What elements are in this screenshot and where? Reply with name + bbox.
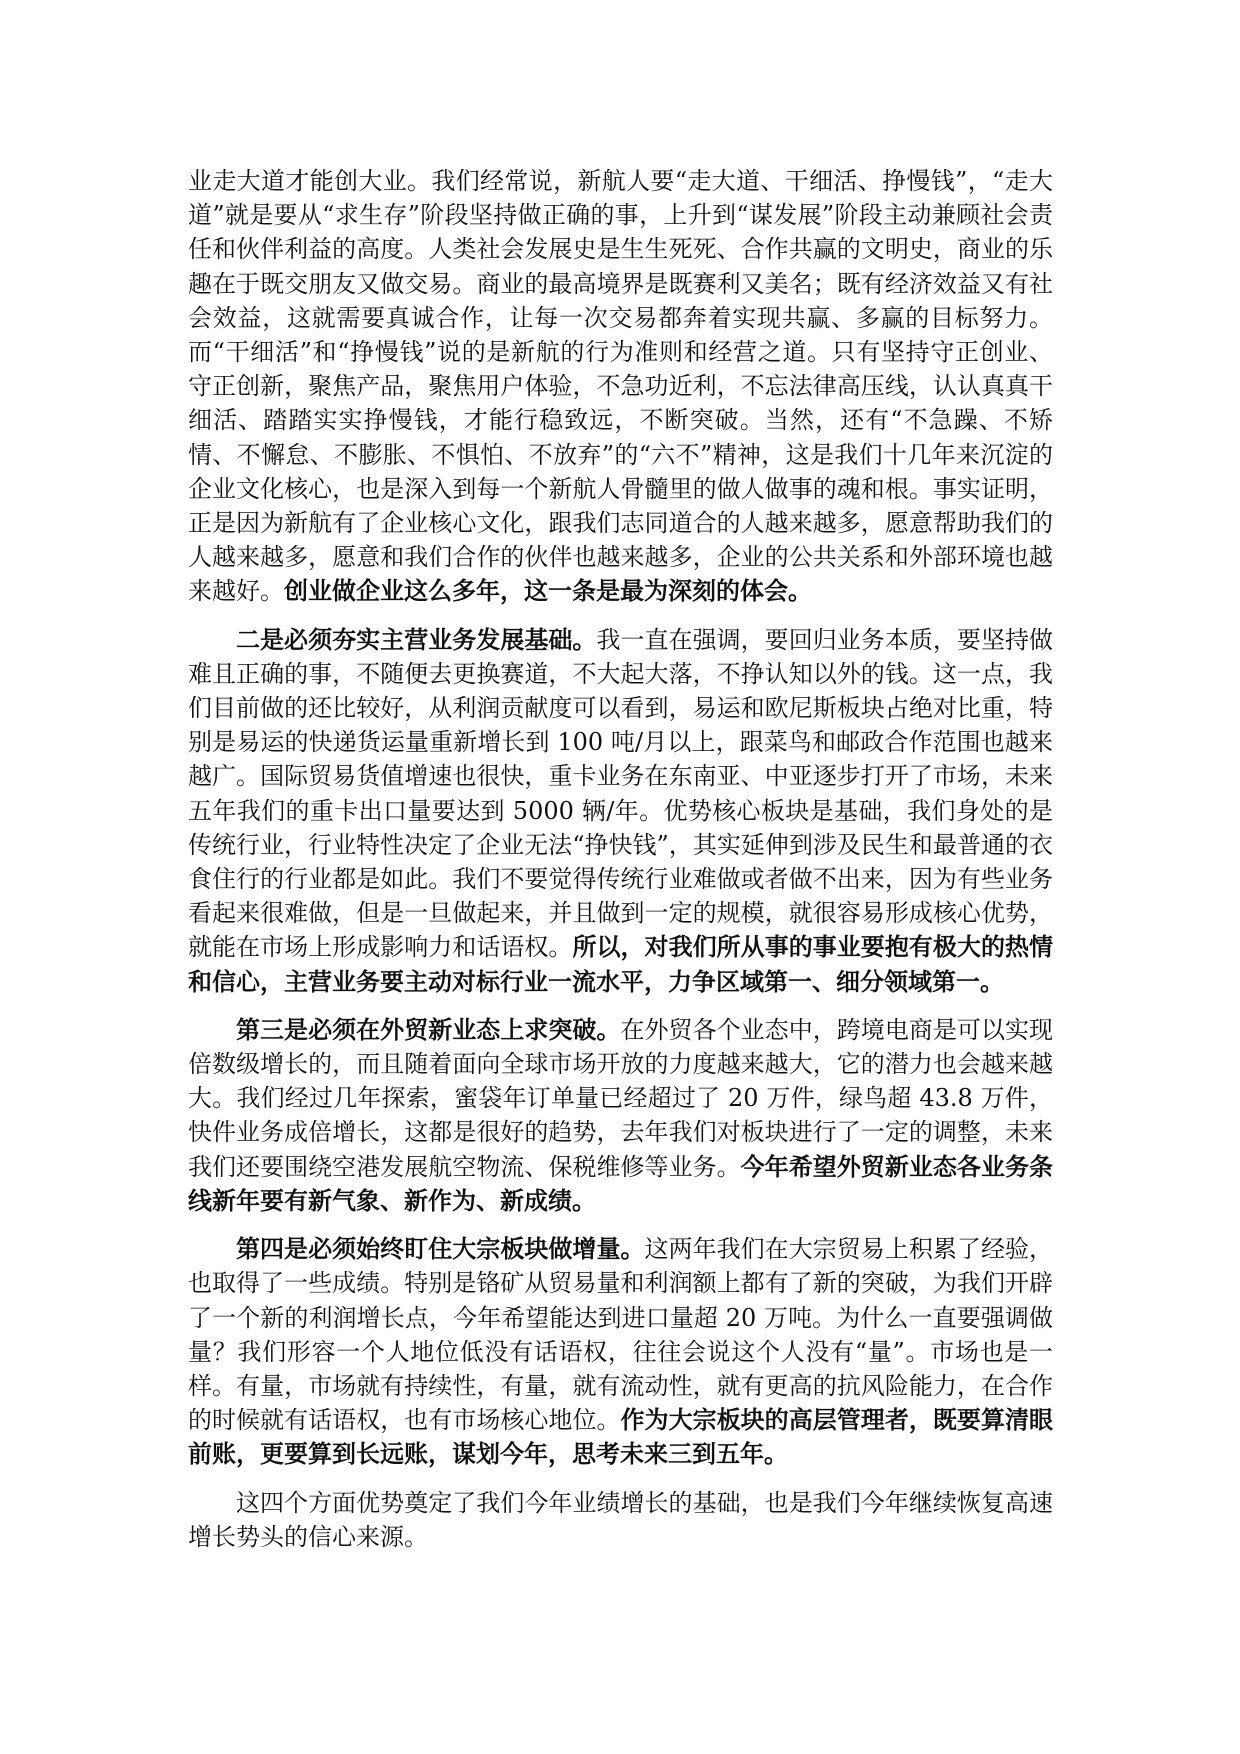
paragraph-heading: 第三是必须在外贸新业态上求突破。 <box>236 1014 621 1044</box>
paragraph-emphasis: 所以，对我们所从事的事业要抱有极大的热情和信心，主营业务要主动对标行业一流水平，力争区域第一、细分领域第一。 <box>188 932 1054 996</box>
paragraph-text: 我一直在强调，要回归业务本质，要坚持做难且正确的事，不随便去更换赛道，不大起大落，不挣认知以外的钱。这一点，我们目前做的还比较好，从利润贡献度可以看到，易运和欧尼斯板块占绝对比重，特别是易运的快递货运量重新增长到 100 吨/月以上，跟菜鸟和邮政合作范围也越来越广。国际贸易货值增速也很快，重卡业务在东南亚、中亚逐步打开了市场，未来五年我们的重卡出口量要达到 5000 辆/年。优势核心板块是基础，我们身处的是传统行业，行业特性决定了企业无法“挣快钱”，其实延伸到涉及民生和最普通的衣食住行的行业都是如此。我们不要觉得传统行业难做或者做不出来，因为有些业务看起来很难做，但是一旦做起来，并且做到一定的规模，就很容易形成核心优势，就能在市场上形成影响力和话语权。 <box>188 625 1054 962</box>
paragraph-emphasis: 作为大宗板块的高层管理者，既要算清眼前账，更要算到长远账，谋划今年，思考未来三到五年。 <box>188 1405 1054 1469</box>
paragraph-heading: 第四是必须始终盯住大宗板块做增量。 <box>236 1234 645 1264</box>
paragraph-text: 在外贸各个业态中，跨境电商是可以实现倍数级增长的，而且随着面向全球市场开放的力度越来越大，它的潜力也会越来越大。我们经过几年探索，蜜袋年订单量已经超过了 20 万件，绿鸟超 43.8 万件，快件业务成倍增长，这都是很好的趋势，去年我们对板块进行了一定的调整，未来我们还要围绕空港发展航空物流、保税维修等业务。 <box>188 1015 1053 1181</box>
paragraph-1 <box>188 164 1053 609</box>
paragraph-text: 业走大道才能创大业。我们经常说，新航人要“走大道、干细活、挣慢钱”，“走大道”就是要从“求生存”阶段坚持做正确的事，上升到“谋发展”阶段主动兼顾社会责任和伙伴利益的高度。人类社会发展史是生生死死、合作共赢的文明史，商业的乐趣在于既交朋友又做交易。商业的最高境界是既赛利又美名；既有经济效益又有社会效益，这就需要真诚合作，让每一次交易都奔着实现共赢、多赢的目标努力。而“干细活”和“挣慢钱”说的是新航的行为准则和经营之道。只有坚持守正创业、守正创新，聚焦产品，聚焦用户体验，不急功近利，不忘法律高压线，认认真真干细活、踏踏实实挣慢钱，才能行稳致远，不断突破。当然，还有“不急躁、不矫情、不懈怠、不膨胀、不惧怕、不放弃”的“六不”精神，这是我们十几年来沉淀的企业文化核心，也是深入到每一个新航人骨髓里的做人做事的魂和根。事实证明，正是因为新航有了企业核心文化，跟我们志同道合的人越来越多，愿意帮助我们的人越来越多，愿意和我们合作的伙伴也越来越多，企业的公共关系和外部环境也越来越好。 <box>188 167 1053 606</box>
paragraph-text: 这两年我们在大宗贸易上积累了经验，也取得了一些成绩。特别是铬矿从贸易量和利润额上都有了新的突破，为我们开辟了一个新的利润增长点，今年希望能达到进口量超 20 万吨。为什么一直要强调做量？我们形容一个人地位低没有话语权，往往会说这个人没有“量”。市场也是一样。有量，市场就有持续性，有量，就有流动性，就有更高的抗风险能力，在合作的时候就有话语权，也有市场核心地位。 <box>188 1235 1053 1435</box>
paragraph-3 <box>188 1013 1053 1218</box>
paragraph-emphasis: 今年希望外贸新业态各业务条线新年要有新气象、新作为、新成绩。 <box>188 1151 1053 1215</box>
paragraph-emphasis: 创业做企业这么多年，这一条是最为深刻的体会。 <box>284 576 812 606</box>
paragraph-text: 这四个方面优势奠定了我们今年业绩增长的基础，也是我们今年继续恢复高速增长势头的信心来源。 <box>188 1488 1053 1551</box>
paragraph-5 <box>188 1486 1053 1554</box>
paragraph-2 <box>188 623 1053 999</box>
paragraph-4 <box>188 1232 1053 1471</box>
paragraph-heading: 二是必须夯实主营业务发展基础。 <box>236 624 597 654</box>
document-body <box>188 164 1053 1568</box>
